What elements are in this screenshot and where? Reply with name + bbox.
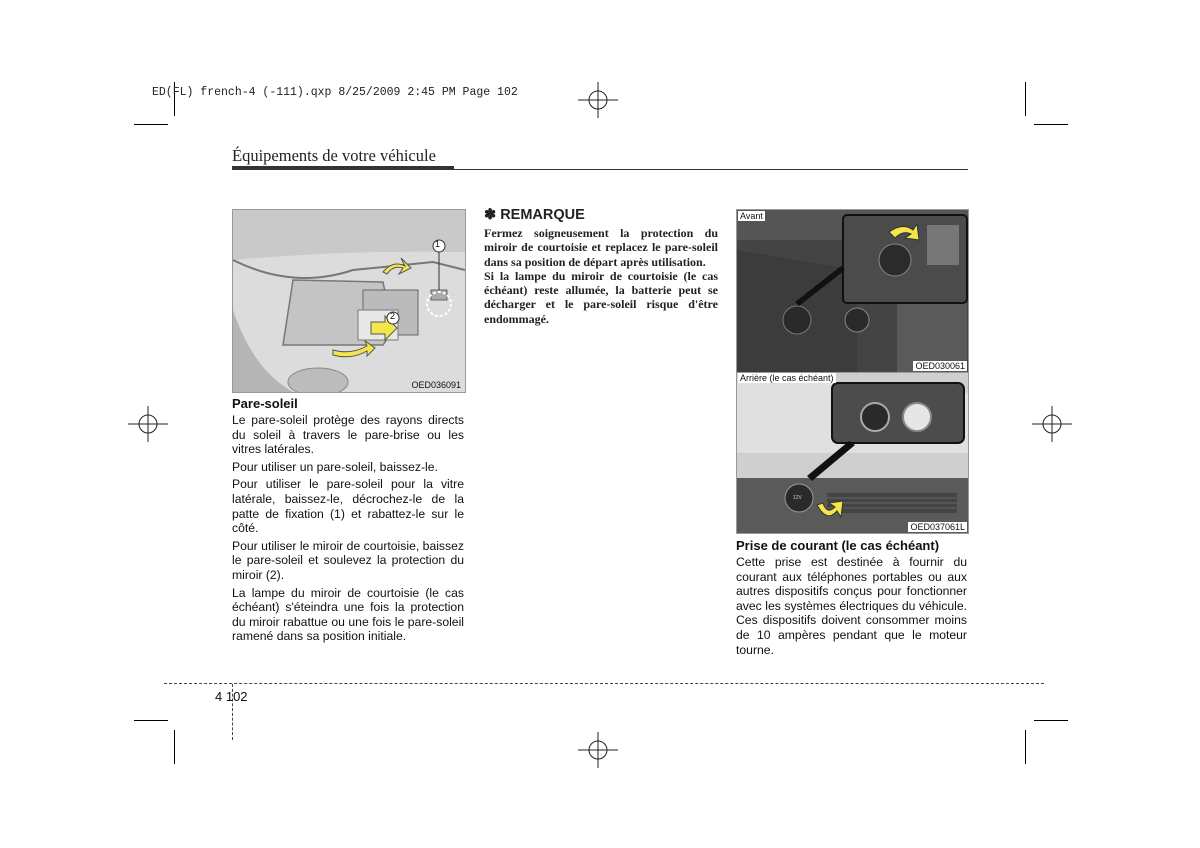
footer-rule	[164, 683, 1044, 684]
remarque-heading	[484, 207, 585, 223]
figure-code: OED036091	[411, 380, 461, 390]
crop-mark	[1025, 82, 1026, 116]
sunvisor-drawing	[233, 210, 465, 392]
front-label: Avant	[740, 211, 763, 221]
paragraph: Pour utiliser un pare-soleil, baissez-le.	[232, 459, 438, 474]
rear-outlet-photo	[736, 372, 969, 534]
crop-mark	[134, 124, 168, 125]
paragraph: La lampe du miroir de courtoisie (le cas échéant) s'éteindra une fois la protection du miroir rabattue ou une fois le pare-soleil ramené dans sa position initiale.	[232, 585, 464, 644]
remarque-line: Fermez soigneusement la protection du miroir de courtoisie et replacez le pare-soleil dans sa position de départ après utilisation.	[484, 226, 718, 269]
registration-mark-icon	[1032, 404, 1072, 444]
title-rule	[232, 166, 454, 170]
figure-code: OED030061	[915, 361, 965, 371]
remarque-label: REMARQUE	[500, 207, 585, 223]
figure-code: OED037061L	[910, 522, 965, 532]
sunvisor-heading: Pare-soleil	[232, 396, 298, 411]
print-slug: ED(FL) french-4 (-111).qxp 8/25/2009 2:45 PM Page 102	[152, 86, 518, 99]
paragraph: Pour utiliser le pare-soleil pour la vitre latérale, baissez-le, décrochez-le de la patte de fixation (1) et rabattez-le sur le côté.	[232, 477, 464, 536]
crop-mark	[134, 720, 168, 721]
paragraph: Pour utiliser le miroir de courtoisie, baissez le pare-soleil et soulevez la protection du miroir (2).	[232, 538, 464, 582]
crop-mark	[1025, 730, 1026, 764]
callout-1: 1	[435, 239, 441, 249]
remarque-body	[484, 226, 718, 326]
crop-mark	[1034, 124, 1068, 125]
registration-mark-icon	[578, 730, 618, 770]
paragraph: Le pare-soleil protège des rayons directs du soleil à travers le pare-brise ou les vitres latérales.	[232, 413, 464, 457]
callout-2: 2	[390, 311, 396, 321]
power-outlet-body	[736, 555, 967, 660]
section-title: Équipements de votre véhicule	[232, 146, 436, 165]
rear-label: Arrière (le cas échéant)	[740, 373, 834, 383]
registration-mark-icon	[578, 80, 618, 120]
sunvisor-illustration	[232, 209, 466, 393]
remarque-line: Si la lampe du miroir de courtoisie (le cas échéant) reste allumée, la batterie peut se décharger et le pare-soleil risque d'être endommagé.	[484, 268, 718, 326]
sunvisor-body	[232, 413, 464, 647]
rear-outlet-drawing	[737, 373, 968, 533]
front-outlet-drawing	[737, 210, 968, 372]
crop-mark	[1034, 720, 1068, 721]
asterisk-icon: ✽	[484, 207, 497, 223]
power-outlet-heading: Prise de courant (le cas échéant)	[736, 538, 940, 553]
socket-label: 12V	[793, 495, 802, 501]
page-number: 4 102	[215, 689, 248, 704]
front-outlet-photo	[736, 209, 969, 373]
paragraph: Cette prise est destinée à fournir du courant aux téléphones portables ou aux autres dispositifs conçus pour fonctionner avec les systèmes électriques du véhicule. Ces dispositifs doivent consommer moins de 10 ampères pendant que le moteur tourne.	[736, 555, 967, 657]
registration-mark-icon	[128, 404, 168, 444]
title-rule-thin	[454, 169, 968, 170]
crop-mark	[174, 730, 175, 764]
